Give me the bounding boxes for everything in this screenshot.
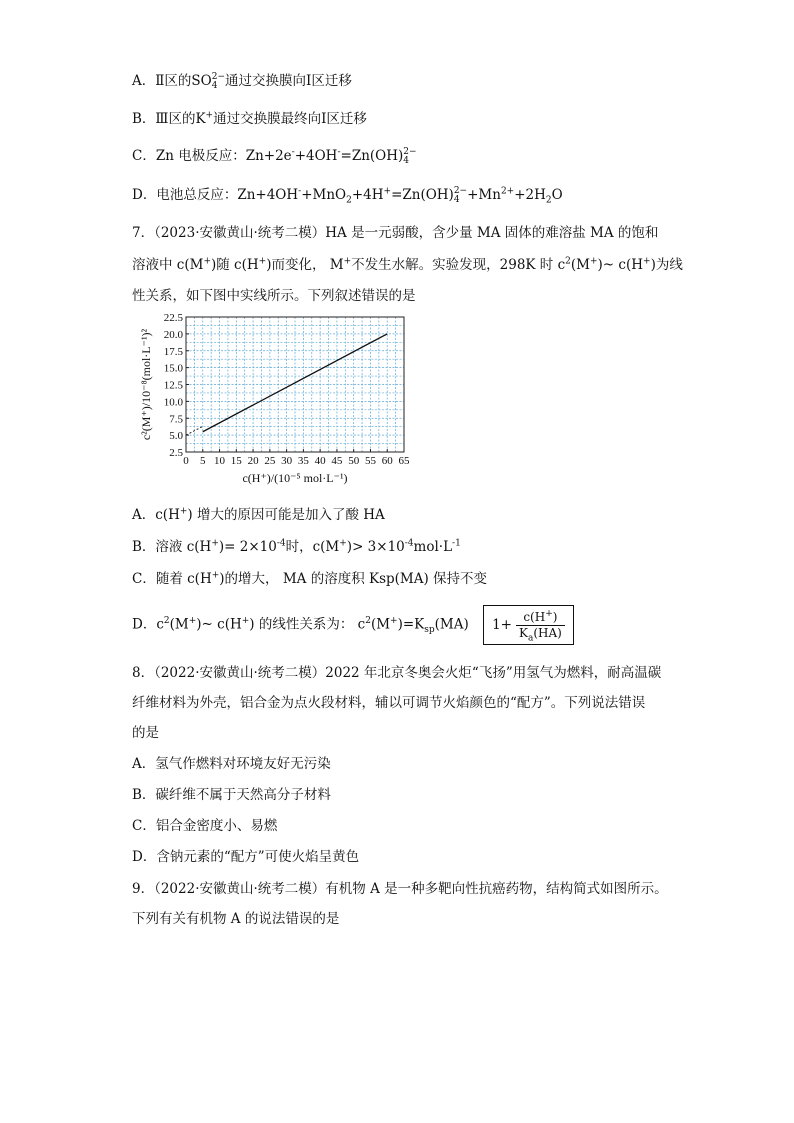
x-tick-label: 40 bbox=[314, 455, 326, 467]
q8-option-b[interactable]: B．碳纤维不属于天然高分子材料 bbox=[132, 787, 331, 803]
q6-option-c[interactable]: C．Zn 电极反应：Zn+2e-+4OH-=Zn(OH) 2− 4 bbox=[132, 146, 417, 166]
y-tick-label: 17.5 bbox=[163, 345, 183, 358]
q7-chart bbox=[132, 304, 422, 500]
q7-stem-line-3: 性关系，如下图中实线所示。下列叙述错误的是 bbox=[132, 288, 416, 304]
x-tick-label: 10 bbox=[214, 455, 226, 467]
q8-option-d[interactable]: D．含钠元素的“配方”可使火焰呈黄色 bbox=[132, 849, 360, 865]
x-tick-label: 20 bbox=[247, 455, 259, 467]
q7-option-b[interactable]: B．溶液 $c(H^+)= 2\times 10^{-4}$时，$c(M^+)> 3\times 10^{-4}mol\cdot L^{-1}$ bbox=[132, 538, 461, 555]
x-tick-label: 65 bbox=[398, 455, 410, 467]
y-tick-label: 10.0 bbox=[163, 396, 183, 409]
x-axis-label: c(H⁺)/(10⁻⁵ mol·L⁻¹) bbox=[242, 471, 348, 485]
q8-option-c[interactable]: C．铝合金密度小、易燃 bbox=[132, 818, 278, 834]
y-tick-label: 20.0 bbox=[163, 328, 183, 341]
q7-stem-line-1: 7．（2023·安徽黄山·统考二模）HA 是一元弱酸，含少量 MA 固体的难溶盐 MA 的饱和 bbox=[132, 225, 659, 241]
y-tick-label: 2.5 bbox=[169, 447, 183, 459]
y-tick-label: 22.5 bbox=[163, 312, 183, 324]
y-tick-label: 15.0 bbox=[163, 362, 183, 375]
x-tick-label: 30 bbox=[281, 455, 293, 467]
y-axis-label: c²(M⁺)/10⁻⁸(mol·L⁻¹)² bbox=[139, 328, 153, 441]
y-tick-label: 5.0 bbox=[169, 430, 183, 443]
q7-option-a[interactable]: A．c(H+) 增大的原因可能是加入了酸 HA bbox=[132, 506, 385, 523]
q9-stem-line-1: 9．（2022·安徽黄山·统考二模）有机物 A 是一种多靶向性抗癌药物，结构简式如图所示。 bbox=[132, 881, 668, 897]
q6-option-a[interactable]: A．Ⅱ区的SO 2− 4 通过交换膜向Ⅰ区迁移 bbox=[132, 71, 352, 91]
x-tick-label: 15 bbox=[230, 455, 242, 467]
q7-option-d-fraction: $\frac{c(H^+)}{K_a(HA)}$ bbox=[516, 610, 565, 641]
x-tick-label: 55 bbox=[364, 455, 376, 467]
x-tick-label: 25 bbox=[264, 455, 276, 467]
q7-option-d[interactable]: D．$c^2(M^+)\sim$ c(H+) 的线性关系为： $c^2(M^+)=K_{sp}(MA)$ 1+ $\frac{c(H^+)}{K_a(HA)}$ bbox=[132, 605, 574, 645]
q7-option-c[interactable]: C．随着 c(H+)的增大， MA 的溶度积 Ksp(MA) 保持不变 bbox=[132, 570, 488, 587]
x-tick-label: 5 bbox=[200, 455, 206, 467]
q8-option-a[interactable]: A．氢气作燃料对环境友好无污染 bbox=[132, 756, 331, 772]
y-tick-label: 12.5 bbox=[163, 379, 183, 392]
x-tick-label: 35 bbox=[297, 455, 309, 467]
x-tick-label: 0 bbox=[183, 455, 189, 467]
x-tick-label: 60 bbox=[381, 455, 393, 467]
x-tick-label: 50 bbox=[348, 455, 360, 467]
x-tick-label: 45 bbox=[331, 455, 343, 467]
q8-stem-line-1: 8．（2022·安徽黄山·统考二模）2022 年北京冬奥会火炬“飞扬”用氢气为燃料，耐高温碳 bbox=[132, 665, 662, 681]
y-tick-label: 7.5 bbox=[169, 413, 183, 426]
q8-stem-line-2: 纤维材料为外壳，铝合金为点火段材料，辅以可调节火焰颜色的“配方”。下列说法错误 bbox=[132, 695, 646, 711]
q7-stem-line-2: 溶液中 c(M+)随 c(H+)而变化， M+不发生水解。实验发现，298K 时 $c^2(M^+)\sim$ c(H+)为线 bbox=[132, 256, 683, 273]
q7-option-d-bracket: 1+ $\frac{c(H^+)}{K_a(HA)}$ bbox=[483, 605, 574, 645]
q9-stem-line-2: 下列有关有机物 A 的说法错误的是 bbox=[132, 911, 340, 927]
q8-stem-line-3: 的是 bbox=[132, 725, 159, 741]
q6-option-d[interactable]: D．电池总反应：Zn+4OH-+MnO$_2$+4H+=Zn(OH) 2− 4 $+Mn^{2+}+2H_2O$ bbox=[132, 185, 563, 206]
q6-option-b[interactable]: B．Ⅲ区的K+通过交换膜最终向Ⅰ区迁移 bbox=[132, 110, 367, 127]
